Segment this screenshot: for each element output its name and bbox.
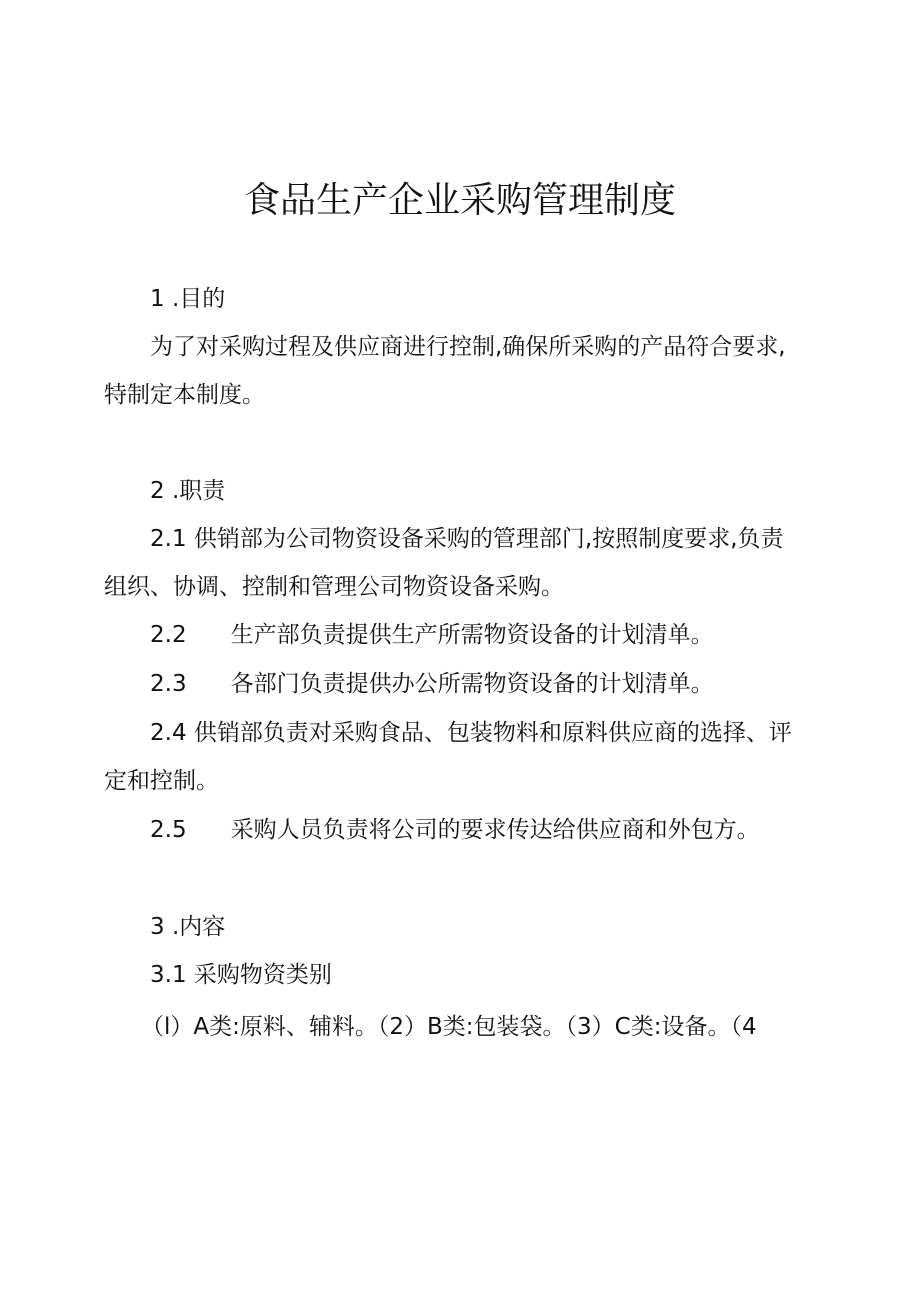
section-3-subheading-1: 3.1 采购物资类别 xyxy=(150,962,332,988)
section-3-categories-line: （l）A类:原料、辅料。（2）B类:包装袋。（3）C类:设备。（4 xyxy=(141,1014,757,1040)
section-2-item-3-text: 各部门负责提供办公所需物资设备的计划清单。 xyxy=(230,671,714,697)
section-2-item-3-number: 2.3 xyxy=(150,671,187,697)
section-2-item-4-line-1: 2.4 供销部负责对采购食品、包装物料和原料供应商的选择、评 xyxy=(150,720,792,746)
document-title: 食品生产企业采购管理制度 xyxy=(243,180,676,221)
section-1-body-line-1: 为了对采购过程及供应商进行控制,确保所采购的产品符合要求, xyxy=(150,334,786,360)
section-1-body-line-2: 特制定本制度。 xyxy=(104,382,265,408)
section-2-item-1-line-2: 组织、协调、控制和管理公司物资设备采购。 xyxy=(104,574,564,600)
section-2-item-2 xyxy=(150,620,714,650)
section-2-item-2-number: 2.2 xyxy=(150,622,187,648)
section-1-heading: 1 .目的 xyxy=(150,286,226,312)
section-2-item-3 xyxy=(150,669,714,699)
section-2-heading: 2 .职责 xyxy=(150,478,226,504)
section-2-item-5 xyxy=(150,815,760,845)
section-2-item-2-text: 生产部负责提供生产所需物资设备的计划清单。 xyxy=(230,622,714,648)
section-3-heading: 3 .内容 xyxy=(150,914,226,940)
section-2-item-5-text: 采购人员负责将公司的要求传达给供应商和外包方。 xyxy=(230,817,760,843)
section-2-item-4-line-2: 定和控制。 xyxy=(104,768,219,794)
section-2-item-1-line-1: 2.1 供销部为公司物资设备采购的管理部门,按照制度要求,负责 xyxy=(150,526,784,552)
section-2-item-5-number: 2.5 xyxy=(150,817,187,843)
